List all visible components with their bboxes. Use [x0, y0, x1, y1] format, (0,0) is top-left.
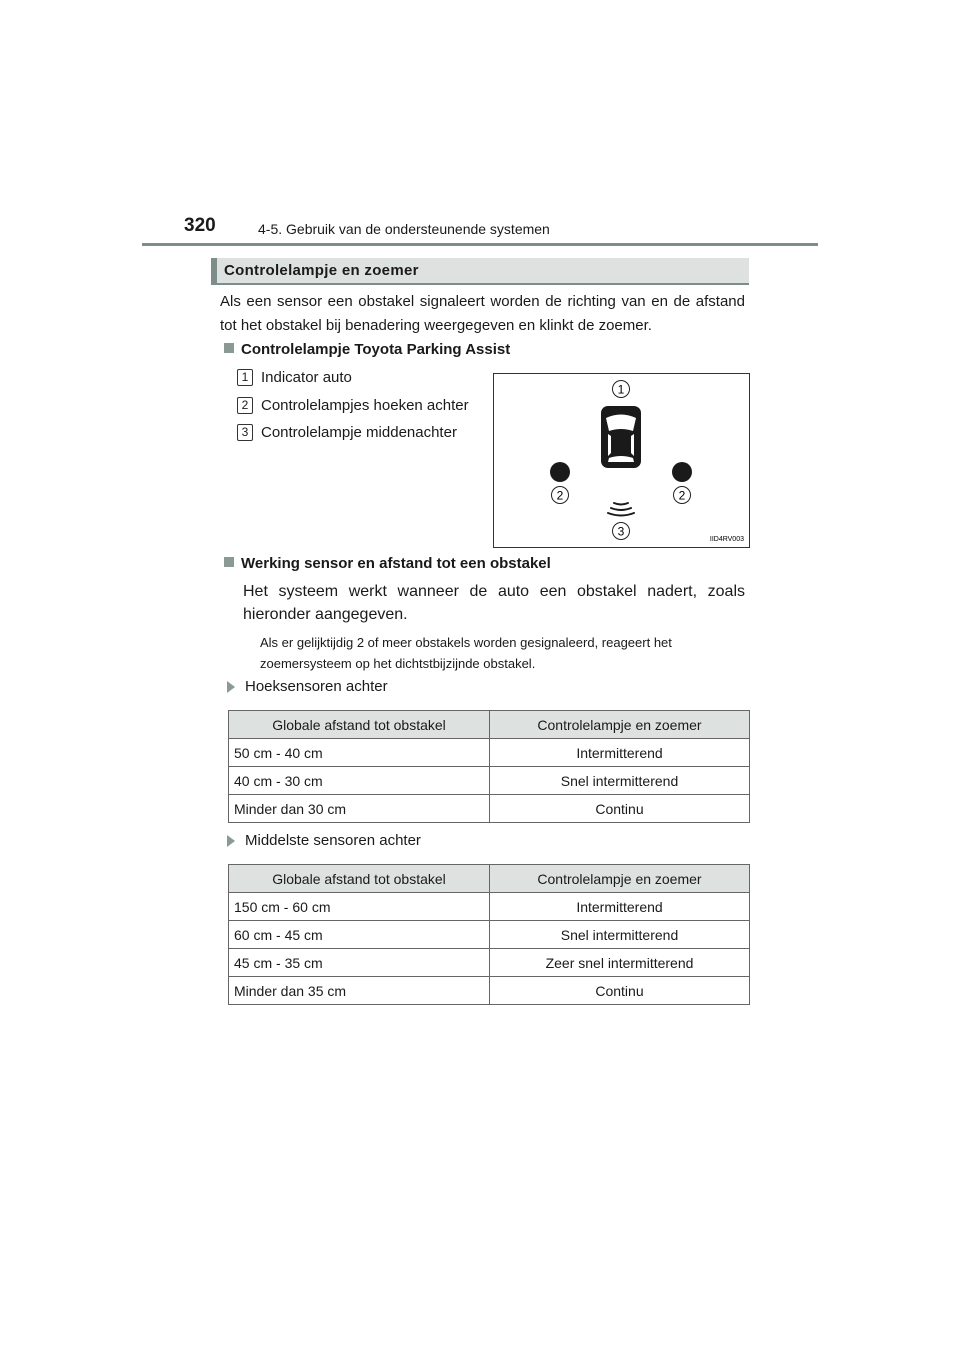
chapter-title: 4-5. Gebruik van de ondersteunende systemen — [258, 221, 550, 237]
rear-center-indicator-icon — [608, 503, 634, 516]
table-cell: Minder dan 35 cm — [229, 977, 490, 1005]
callout-3 — [613, 523, 630, 540]
table-cell: Snel intermitterend — [490, 921, 750, 949]
table-cell: Intermitterend — [490, 739, 750, 767]
legend-item-3 — [237, 424, 457, 441]
car-indicator-icon — [601, 406, 641, 468]
legend-item-1 — [237, 369, 352, 386]
table1-title: Hoeksensoren achter — [245, 678, 388, 695]
table-cell: 60 cm - 45 cm — [229, 921, 490, 949]
page-number: 320 — [184, 215, 216, 236]
note-paragraph: Als er gelijktijdig 2 of meer obstakels worden gesignaleerd, reageert het zoemersysteem op het dichtstbijzijnde obstakel. — [260, 635, 672, 671]
legend-label: Controlelampjes hoeken achter — [261, 397, 469, 414]
intro-paragraph: Als een sensor een obstakel signaleert worden de richting van en de afstand tot het obstakel bij benadering weergegeven en klinkt de zoemer. — [220, 293, 745, 334]
callout-2-left — [552, 487, 569, 504]
svg-text:1: 1 — [617, 382, 625, 397]
diagram-svg — [494, 374, 749, 547]
header-divider — [142, 243, 818, 246]
table-cell: Continu — [490, 977, 750, 1005]
table-header-row — [229, 865, 750, 893]
subsection-heading-assist — [224, 341, 510, 358]
subsection-heading-operation — [224, 555, 551, 572]
table-cell: Snel intermitterend — [490, 767, 750, 795]
triangle-bullet-icon — [227, 681, 235, 693]
table-row — [229, 767, 750, 795]
body-paragraph: Het systeem werkt wanneer de auto een obstakel nadert, zoals hieronder aangegeven. — [243, 583, 745, 623]
section-title: Controlelampje en zoemer — [224, 262, 419, 279]
table-cell: 45 cm - 35 cm — [229, 949, 490, 977]
table-cell: 50 cm - 40 cm — [229, 739, 490, 767]
svg-text:3: 3 — [617, 524, 625, 539]
table-row — [229, 949, 750, 977]
callout-1 — [613, 381, 630, 398]
table1-heading — [227, 678, 388, 695]
parking-assist-diagram — [493, 373, 750, 548]
number-1-icon: 1 — [237, 369, 253, 386]
column-header: Controlelampje en zoemer — [490, 711, 750, 739]
legend-item-2 — [237, 397, 469, 414]
center-sensor-table — [228, 864, 750, 1005]
rear-corner-right-indicator-icon — [672, 462, 692, 482]
subsection-title: Werking sensor en afstand tot een obstakel — [241, 555, 551, 572]
legend-label: Indicator auto — [261, 369, 352, 386]
table-row — [229, 921, 750, 949]
square-bullet-icon — [224, 557, 234, 567]
legend-label: Controlelampje middenachter — [261, 424, 457, 441]
table2-title: Middelste sensoren achter — [245, 832, 421, 849]
diagram-code: IID4RV003 — [709, 536, 744, 543]
corner-sensor-table — [228, 710, 750, 823]
rear-corner-left-indicator-icon — [550, 462, 570, 482]
square-bullet-icon — [224, 343, 234, 353]
table-header-row — [229, 711, 750, 739]
table-cell: 40 cm - 30 cm — [229, 767, 490, 795]
table-cell: Continu — [490, 795, 750, 823]
column-header: Controlelampje en zoemer — [490, 865, 750, 893]
subsection-title: Controlelampje Toyota Parking Assist — [241, 341, 511, 358]
table-cell: Zeer snel intermitterend — [490, 949, 750, 977]
number-3-icon: 3 — [237, 424, 253, 441]
callout-2-right — [674, 487, 691, 504]
section-heading — [211, 258, 749, 285]
table-row — [229, 795, 750, 823]
column-header: Globale afstand tot obstakel — [229, 711, 490, 739]
table-cell: 150 cm - 60 cm — [229, 893, 490, 921]
table-row — [229, 739, 750, 767]
svg-text:2: 2 — [678, 488, 686, 503]
svg-text:2: 2 — [556, 488, 564, 503]
table-row — [229, 893, 750, 921]
number-2-icon: 2 — [237, 397, 253, 414]
table-cell: Minder dan 30 cm — [229, 795, 490, 823]
table-cell: Intermitterend — [490, 893, 750, 921]
column-header: Globale afstand tot obstakel — [229, 865, 490, 893]
table-row — [229, 977, 750, 1005]
section-heading-bar — [211, 258, 217, 285]
table2-heading — [227, 832, 421, 849]
triangle-bullet-icon — [227, 835, 235, 847]
